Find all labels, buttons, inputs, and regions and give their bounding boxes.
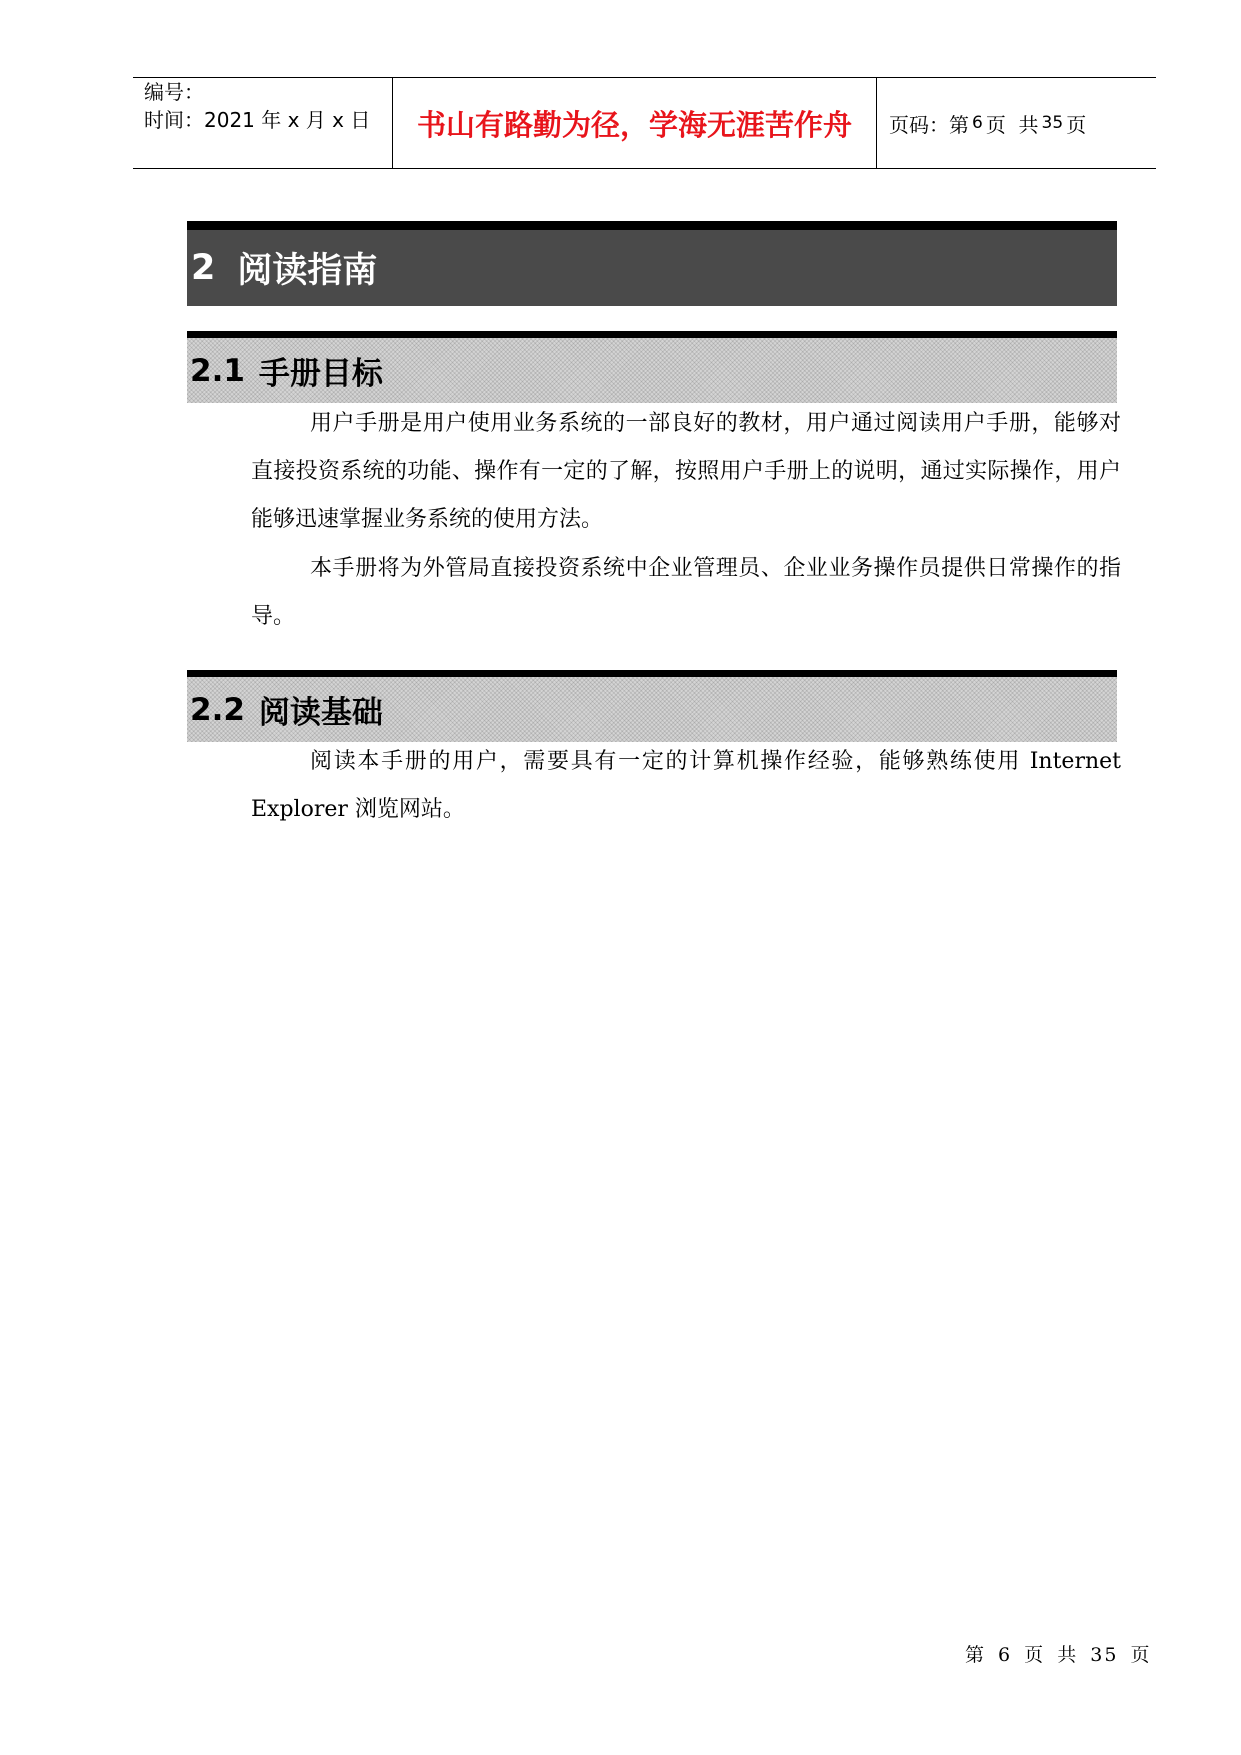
section-title: 阅读基础: [258, 695, 383, 731]
section-number: 2.2: [190, 691, 245, 728]
body-paragraph: 本手册将为外管局直接投资系统中企业管理员、企业业务操作员提供日常操作的指导。: [251, 556, 1121, 629]
body-paragraph: 阅读本手册的用户，需要具有一定的计算机操作经验，能够熟练使用 Internet Explorer 浏览网站。: [251, 749, 1121, 822]
section-title: 手册目标: [258, 356, 383, 392]
body-paragraph: 用户手册是用户使用业务系统的一部良好的教材，用户通过阅读用户手册，能够对直接投资系统的功能、操作有一定的了解，按照用户手册上的说明，通过实际操作，用户能够迅速掌握业务系统的使用方法。: [251, 411, 1121, 532]
document-code-label: 编号：: [144, 80, 204, 104]
page-footer: 第 6 页 共 35 页: [965, 1644, 1152, 1666]
chapter-title: 阅读指南: [237, 251, 378, 291]
section-number: 2.1: [190, 352, 245, 389]
header-meta: [133, 78, 393, 168]
section-heading: [187, 670, 1117, 742]
page-current: 6: [972, 113, 983, 133]
section-heading: [187, 331, 1117, 403]
page-suffix: 页: [1066, 112, 1087, 137]
document-time-label: 时间：2021 年 x 月 x 日: [144, 108, 371, 132]
page-total: 35: [1041, 113, 1064, 133]
page-prefix: 页码：第: [889, 112, 969, 137]
chapter-heading: [187, 221, 1117, 306]
page-header: [133, 77, 1156, 169]
page-mid: 页 共: [985, 112, 1039, 137]
header-motto: 书山有路勤为径，学海无涯苦作舟: [393, 78, 877, 168]
chapter-number: 2: [191, 248, 216, 288]
header-page-info: [877, 78, 1156, 168]
